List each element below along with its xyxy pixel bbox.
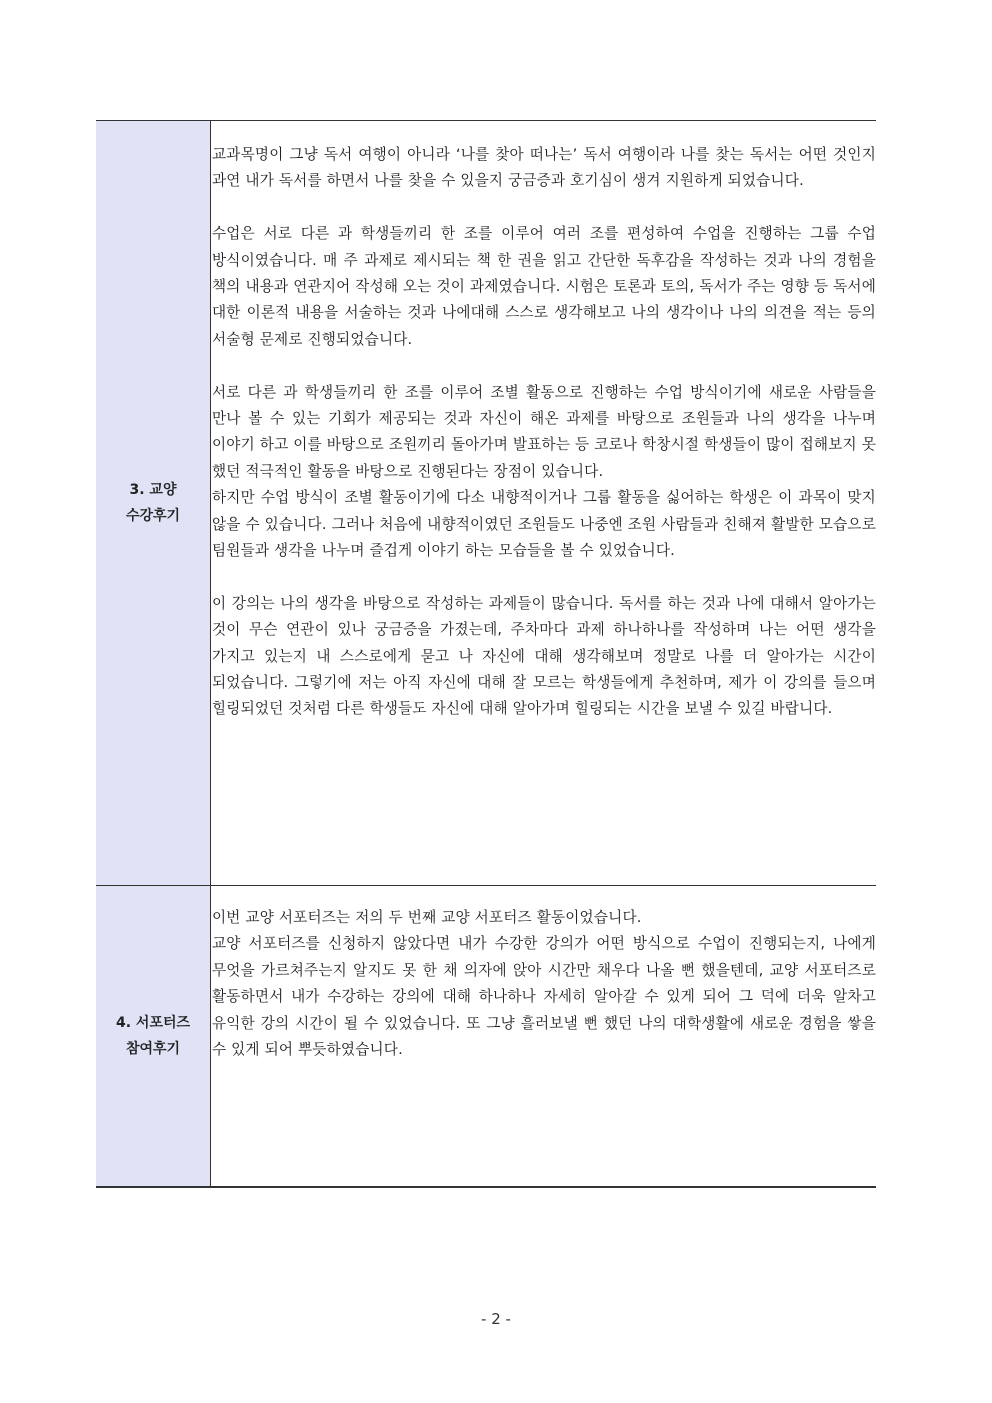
supporters-review-content-cell (211, 886, 877, 1188)
review-table (96, 120, 876, 1188)
course-review-row (96, 121, 876, 886)
supporters-review-paragraph: 교양 서포터즈를 신청하지 않았다면 내가 수강한 강의가 어떤 방식으로 수업이 진행되는지, 나에게 무엇을 가르쳐주는지 알지도 못 한 채 의자에 앉아 시간만 채우다 나올 뻔 했을텐데, 교양 서포터즈로 활동하면서 내가 수강하는 강의에 대해 하나하나 자세히 알아갈 수 있게 되어 그 덕에 더욱 알차고 유익한 강의 시간이 될 수 있었습니다. 또 그냥 흘러보낼 뻔 했던 나의 대학생활에 새로운 경험을 쌓을 수 있게 되어 뿌듯하였습니다. (212, 935, 876, 1059)
course-review-content-cell (211, 121, 877, 886)
course-review-label-line2: 수강후기 (125, 508, 181, 524)
course-review-paragraph: 서로 다른 과 학생들끼리 한 조를 이루어 조별 활동으로 진행하는 수업 방식이기에 새로운 사람들을 만나 볼 수 있는 기회가 제공되는 것과 자신이 해온 과제를 바탕으로 조원들과 나의 생각을 나누며 이야기 하고 이를 바탕으로 조원끼리 돌아가며 발표하는 등 코로나 학창시절 학생들이 많이 접해보지 못 했던 적극적인 활동을 바탕으로 진행된다는 장점이 있습니다. (212, 383, 876, 480)
supporters-review-label-line2: 참여후기 (125, 1041, 181, 1057)
page-number: - 2 - (481, 1310, 511, 1328)
course-review-paragraph: 교과목명이 그냥 독서 여행이 아니라 ‘나를 찾아 떠나는’ 독서 여행이라 나를 찾는 독서는 어떤 것인지 과연 내가 독서를 하면서 나를 찾을 수 있을지 궁금증과 호기심이 생겨 지원하게 되었습니다. (212, 146, 876, 190)
course-review-label-line1: 3. 교양 (129, 482, 177, 498)
course-review-paragraph: 수업은 서로 다른 과 학생들끼리 한 조를 이루어 여러 조를 편성하여 수업을 진행하는 그룹 수업 방식이였습니다. 매 주 과제로 제시되는 책 한 권을 읽고 간단한 독후감을 작성하는 것과 나의 경험을 책의 내용과 연관지어 작성해 오는 것이 과제였습니다. 시험은 토론과 토의, 독서가 주는 영향 등 독서에 대한 이론적 내용을 서술하는 것과 나에대해 스스로 생각해보고 나의 생각이나 나의 의견을 적는 등의 서술형 문제로 진행되었습니다. (212, 225, 876, 348)
supporters-review-label-cell (96, 886, 211, 1188)
supporters-review-label-line1: 4. 서포터즈 (115, 1015, 191, 1031)
supporters-review-paragraph: 이번 교양 서포터즈는 저의 두 번째 교양 서포터즈 활동이었습니다. (212, 909, 642, 926)
supporters-review-row (96, 886, 876, 1188)
course-review-paragraph: 하지만 수업 방식이 조별 활동이기에 다소 내향적이거나 그룹 활동을 싫어하는 학생은 이 과목이 맞지 않을 수 있습니다. 그러나 처음에 내향적이였던 조원들도 나중엔 조원 사람들과 친해져 활발한 모습으로 팀원들과 생각을 나누며 즐겁게 이야기 하는 모습들을 볼 수 있었습니다. (212, 489, 876, 560)
course-review-label-cell (96, 121, 211, 886)
course-review-paragraph: 이 강의는 나의 생각을 바탕으로 작성하는 과제들이 많습니다. 독서를 하는 것과 나에 대해서 알아가는 것이 무슨 연관이 있나 궁금증을 가졌는데, 주차마다 과제 하나하나를 작성하며 나는 어떤 생각을 가지고 있는지 내 스스로에게 묻고 나 자신에 대해 생각해보며 정말로 나를 더 알아가는 시간이 되었습니다. 그렇기에 저는 아직 자신에 대해 잘 모르는 학생들에게 추천하며, 제가 이 강의를 들으며 힐링되었던 것처럼 다른 학생들도 자신에 대해 알아가며 힐링되는 시간을 보낼 수 있길 바랍니다. (212, 594, 876, 718)
